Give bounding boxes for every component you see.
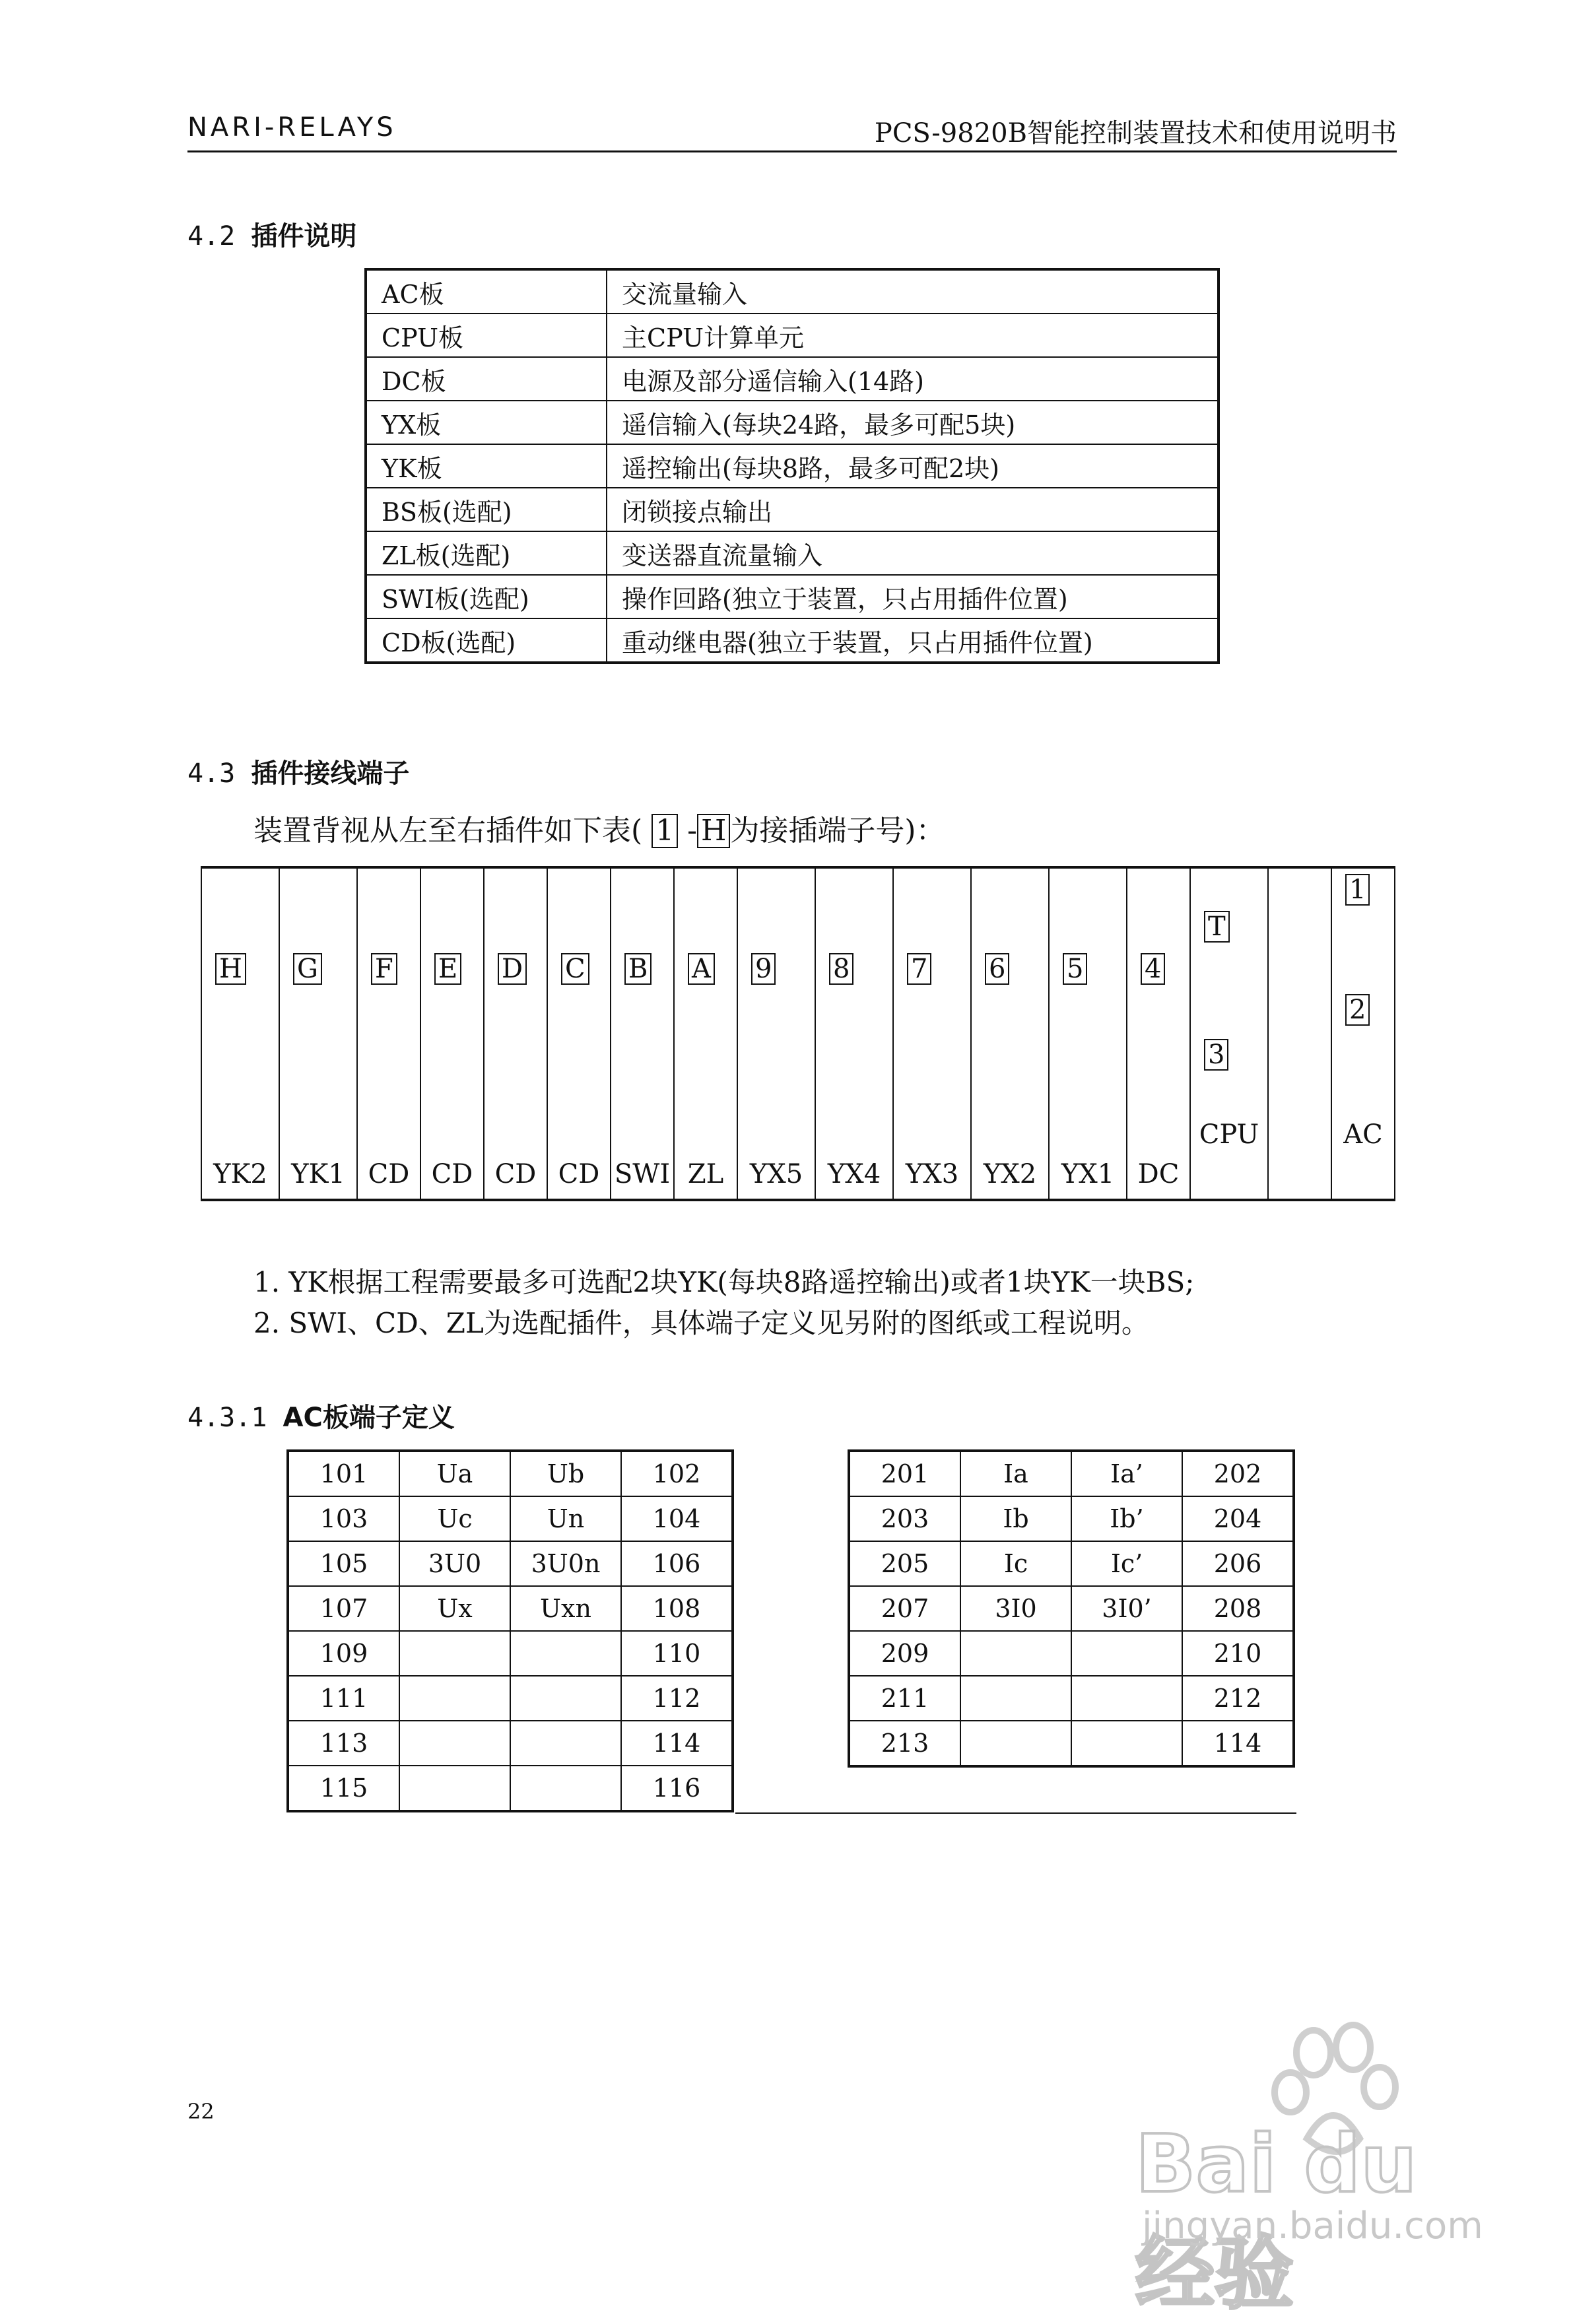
plugin-row [366, 531, 1219, 575]
section-4-3-1-heading [187, 1397, 455, 1434]
slot-cell [611, 867, 674, 1200]
terminal-signal: Un [510, 1496, 621, 1541]
slot-cell [815, 867, 893, 1200]
intro-dash: - [687, 814, 698, 847]
slot-name: YK1 [291, 1159, 345, 1189]
terminal-signal [1071, 1676, 1182, 1721]
terminal-row [288, 1631, 733, 1676]
plugin-name: ZL板(选配) [366, 531, 607, 575]
ac-terminal-table-right [848, 1449, 1295, 1768]
plugin-name: SWI板(选配) [366, 575, 607, 618]
terminal-number: 113 [288, 1721, 399, 1766]
terminal-row [849, 1631, 1294, 1676]
terminal-number: 114 [621, 1721, 733, 1766]
slot-name: AC [1343, 1119, 1383, 1150]
terminal-signal: Ic [960, 1541, 1071, 1586]
slot-code: D [498, 953, 527, 985]
plugin-name: YX板 [366, 401, 607, 444]
terminal-row [849, 1496, 1294, 1541]
slot-name: ZL [687, 1159, 724, 1189]
page-number: 22 [187, 2099, 215, 2124]
plugin-desc: 闭锁接点输出 [607, 488, 1219, 531]
watermark-url: jingyan.baidu.com [1142, 2205, 1483, 2247]
slot-name: YX5 [749, 1159, 803, 1189]
terminal-number: 114 [1182, 1721, 1294, 1766]
terminal-number: 116 [621, 1766, 733, 1811]
ac-terminal-table-left [286, 1449, 734, 1812]
terminal-row [288, 1586, 733, 1631]
plugin-desc: 遥信输入(每块24路，最多可配5块) [607, 401, 1219, 444]
slot-cell [1127, 867, 1190, 1200]
slot-code: 9 [751, 953, 776, 985]
terminal-signal: Ib [960, 1496, 1071, 1541]
watermark-brand: Bai du 经验 [1135, 2119, 1417, 2320]
terminal-number: 108 [621, 1586, 733, 1631]
terminal-number: 206 [1182, 1541, 1294, 1586]
terminal-row [849, 1541, 1294, 1586]
slot-cell [201, 867, 279, 1200]
terminal-signal [399, 1721, 510, 1766]
slot-cell [420, 867, 484, 1200]
plugin-name: DC板 [366, 357, 607, 401]
slot-code: 7 [907, 953, 931, 985]
terminal-number: 209 [849, 1631, 960, 1676]
baidu-watermark [1122, 2007, 1492, 2320]
intro-box-h: H [697, 814, 730, 848]
terminal-number: 107 [288, 1586, 399, 1631]
terminal-signal [510, 1721, 621, 1766]
terminal-number: 210 [1182, 1631, 1294, 1676]
terminal-number: 211 [849, 1676, 960, 1721]
terminal-number: 112 [621, 1676, 733, 1721]
note-1: 1. YK根据工程需要最多可选配2块YK(每块8路遥控输出)或者1块YK一块BS; [253, 1266, 1195, 1298]
intro-post: 为接插端子号)： [730, 814, 945, 847]
section-4-2-heading [187, 215, 356, 253]
terminal-number: 110 [621, 1631, 733, 1676]
plugin-row [366, 269, 1219, 314]
slot-name: YK2 [213, 1159, 267, 1189]
slot-cell-empty [1268, 867, 1331, 1200]
slot-name: YX4 [827, 1159, 881, 1189]
terminal-number: 104 [621, 1496, 733, 1541]
slot-code: 3 [1204, 1039, 1228, 1071]
slot-code: F [371, 953, 397, 985]
plugin-row [366, 357, 1219, 401]
terminal-signal: 3U0 [399, 1541, 510, 1586]
terminal-signal: 3I0 [960, 1586, 1071, 1631]
terminal-row [288, 1496, 733, 1541]
terminal-row [288, 1676, 733, 1721]
section-4-3-heading [187, 752, 409, 790]
plugin-name: BS板(选配) [366, 488, 607, 531]
terminal-row [288, 1451, 733, 1496]
slot-code: 5 [1063, 953, 1087, 985]
plugin-desc: 交流量输入 [607, 269, 1219, 314]
slot-name: CPU [1199, 1119, 1259, 1150]
slot-name: SWI [614, 1159, 671, 1189]
slot-cell [893, 867, 971, 1200]
terminal-row [288, 1541, 733, 1586]
terminal-number: 101 [288, 1451, 399, 1496]
slot-cell-slot_ac [1331, 867, 1395, 1200]
section-title: 插件说明 [251, 221, 357, 251]
plugin-desc: 电源及部分遥信输入(14路) [607, 357, 1219, 401]
terminal-signal: 3I0’ [1071, 1586, 1182, 1631]
plugin-name: AC板 [366, 269, 607, 314]
section-number: 4.3 [187, 758, 236, 789]
slot-code: 8 [829, 953, 853, 985]
intro-box-1: 1 [652, 814, 678, 848]
slot-name: YX2 [983, 1159, 1037, 1189]
slot-name: YX1 [1061, 1159, 1115, 1189]
slot-code: 1 [1345, 874, 1370, 906]
plugin-row [366, 618, 1219, 663]
plugin-table [364, 268, 1220, 664]
terminal-signal: Ib’ [1071, 1496, 1182, 1541]
terminal-signal [1071, 1721, 1182, 1766]
terminal-signal: 3U0n [510, 1541, 621, 1586]
terminal-signal [510, 1766, 621, 1811]
slot-cell [737, 867, 815, 1200]
terminal-signal: Ua [399, 1451, 510, 1496]
header-left: NARI-RELAYS [187, 112, 397, 143]
terminal-row [849, 1586, 1294, 1631]
terminal-number: 205 [849, 1541, 960, 1586]
plugin-name: CPU板 [366, 314, 607, 357]
terminal-number: 102 [621, 1451, 733, 1496]
note-2: 2. SWI、CD、ZL为选配插件，具体端子定义见另附的图纸或工程说明。 [253, 1307, 1149, 1339]
slot-cell [547, 867, 611, 1200]
terminal-number: 207 [849, 1586, 960, 1631]
terminal-signal [960, 1631, 1071, 1676]
terminal-signal: Uc [399, 1496, 510, 1541]
terminal-row [849, 1451, 1294, 1496]
slot-cell [674, 867, 737, 1200]
slot-code: A [688, 953, 715, 985]
slot-cell [484, 867, 547, 1200]
slot-intro-text [253, 807, 945, 849]
terminal-number: 115 [288, 1766, 399, 1811]
plugin-name: CD板(选配) [366, 618, 607, 663]
terminal-number: 201 [849, 1451, 960, 1496]
terminal-number: 203 [849, 1496, 960, 1541]
terminal-number: 208 [1182, 1586, 1294, 1631]
plugin-desc: 变送器直流量输入 [607, 531, 1219, 575]
plugin-row [366, 444, 1219, 488]
header-right: PCS-9820B智能控制装置技术和使用说明书 [874, 118, 1397, 149]
plugin-row [366, 314, 1219, 357]
terminal-signal [399, 1766, 510, 1811]
terminal-signal: Ia [960, 1451, 1071, 1496]
terminal-number: 109 [288, 1631, 399, 1676]
terminal-number: 204 [1182, 1496, 1294, 1541]
slot-code: 2 [1345, 994, 1370, 1026]
slot-code: 6 [985, 953, 1009, 985]
terminal-row [288, 1766, 733, 1811]
terminal-signal [960, 1676, 1071, 1721]
slot-code: H [215, 953, 246, 985]
terminal-number: 106 [621, 1541, 733, 1586]
slot-name: CD [368, 1159, 410, 1189]
header-rule [187, 150, 1397, 152]
plugin-row [366, 575, 1219, 618]
plugin-name: YK板 [366, 444, 607, 488]
terminal-number: 202 [1182, 1451, 1294, 1496]
terminal-number: 103 [288, 1496, 399, 1541]
terminal-row [849, 1721, 1294, 1766]
slot-name: YX3 [905, 1159, 959, 1189]
slot-code: E [434, 953, 461, 985]
terminal-signal: Uxn [510, 1586, 621, 1631]
terminal-number: 105 [288, 1541, 399, 1586]
terminal-signal [960, 1721, 1071, 1766]
slot-name: CD [431, 1159, 473, 1189]
slot-code: 4 [1141, 953, 1165, 985]
slot-name: DC [1137, 1159, 1180, 1189]
plugin-row [366, 488, 1219, 531]
terminal-signal [510, 1631, 621, 1676]
plugin-desc: 遥控输出(每块8路，最多可配2块) [607, 444, 1219, 488]
section-title: 插件接线端子 [251, 758, 410, 789]
slot-name: CD [558, 1159, 600, 1189]
slot-cell-slot_cpu [1190, 867, 1268, 1200]
terminal-row [849, 1676, 1294, 1721]
terminal-signal: Ub [510, 1451, 621, 1496]
slot-layout-table [201, 866, 1395, 1201]
terminal-signal: Ia’ [1071, 1451, 1182, 1496]
plugin-desc: 主CPU计算单元 [607, 314, 1219, 357]
plugin-row [366, 401, 1219, 444]
plugin-desc: 重动继电器(独立于装置，只占用插件位置) [607, 618, 1219, 663]
slot-name: CD [494, 1159, 537, 1189]
terminal-signal: Ic’ [1071, 1541, 1182, 1586]
plugin-desc: 操作回路(独立于装置，只占用插件位置) [607, 575, 1219, 618]
slot-code: B [624, 953, 652, 985]
section-number: 4.3.1 [187, 1403, 267, 1433]
terminal-signal [399, 1676, 510, 1721]
section-title: AC板端子定义 [283, 1403, 455, 1433]
terminal-signal [510, 1676, 621, 1721]
slot-code: G [293, 953, 322, 985]
table-base-rule-right [848, 1812, 1296, 1814]
terminal-signal: Ux [399, 1586, 510, 1631]
section-number: 4.2 [187, 221, 236, 251]
terminal-signal [399, 1631, 510, 1676]
table-base-rule [735, 1812, 848, 1814]
slot-cell [1049, 867, 1127, 1200]
terminal-row [288, 1721, 733, 1766]
slot-code: C [561, 953, 589, 985]
terminal-number: 111 [288, 1676, 399, 1721]
terminal-number: 212 [1182, 1676, 1294, 1721]
terminal-number: 213 [849, 1721, 960, 1766]
slot-cell [971, 867, 1049, 1200]
slot-cell [279, 867, 357, 1200]
intro-pre: 装置背视从左至右插件如下表( [253, 814, 643, 847]
slot-cell [357, 867, 420, 1200]
terminal-signal [1071, 1631, 1182, 1676]
slot-code: T [1204, 911, 1230, 943]
